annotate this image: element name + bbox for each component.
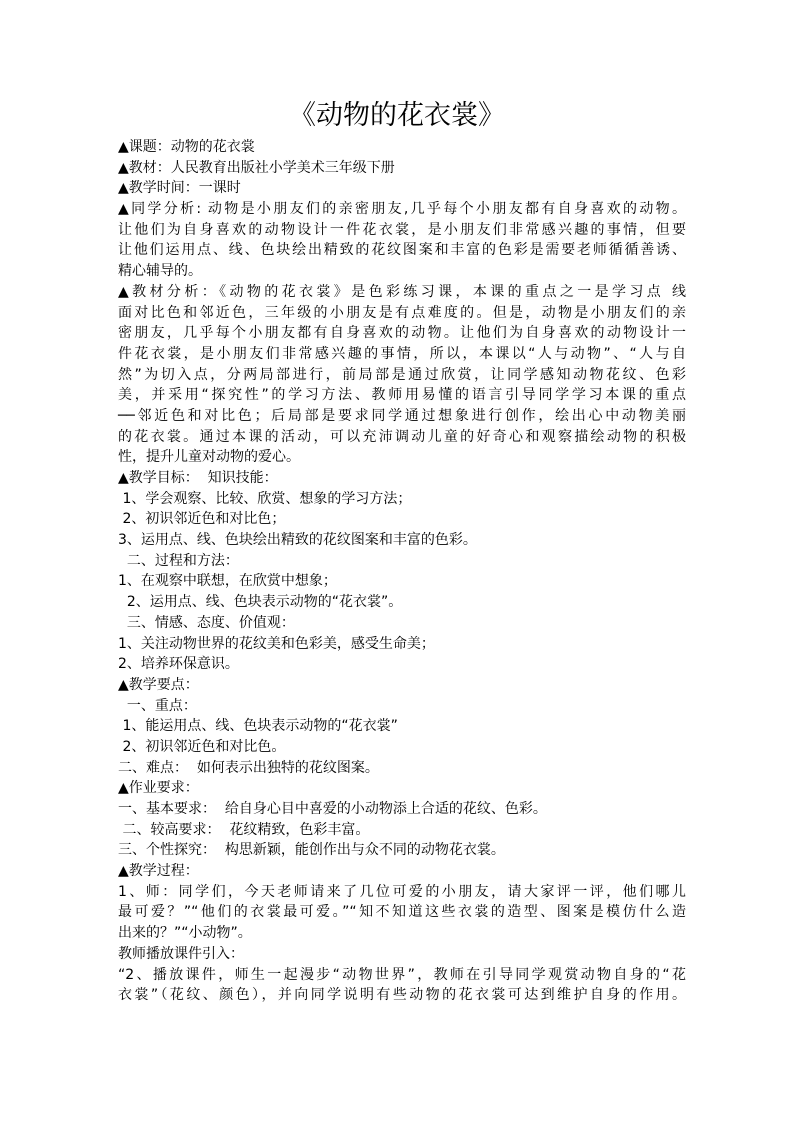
document-body: [118, 137, 686, 1006]
text-line: 2、初识邻近色和对比色。: [118, 738, 286, 755]
text-line: 精心辅导的。: [118, 263, 202, 280]
text-line: ▲作业要求：: [118, 780, 199, 797]
text-line: ▲教材：人民教育出版社小学美术三年级下册: [118, 159, 395, 176]
text-line: 1、能运用点、线、色块表示动物的“花衣裳”: [118, 718, 398, 735]
text-line: 教师播放课件引入：: [118, 945, 244, 962]
document-title: 《动物的花衣裳》: [289, 100, 505, 131]
text-line: ▲课题：动物的花衣裳: [118, 139, 255, 155]
text-line: 让他们运用点、线、色块绘出精致的花纹图案和丰富的色彩是需要老师循循善诱、: [118, 242, 686, 259]
text-line: 2、培养环保意识。: [118, 656, 239, 673]
text-line: 1、在观察中联想，在欣赏中想象；: [118, 573, 337, 590]
text-line: 3、运用点、线、色块绘出精致的花纹图案和丰富的色彩。: [118, 532, 477, 549]
text-line: 二、较高要求： 花纹精致，色彩丰富。: [118, 821, 370, 838]
text-line: 让他们为自身喜欢的动物设计一件花衣裳，是小朋友们非常感兴趣的事情，但要: [118, 221, 686, 238]
text-line: 件花衣裳，是小朋友们非常感兴趣的事情，所以，本课以“人与动物”、“人与自: [118, 345, 686, 362]
text-line: 三、个性探究： 构思新颖，能创作出与众不同的动物花衣裳。: [118, 842, 505, 859]
text-line: 1、师：同学们，今天老师请来了几位可爱的小朋友，请大家评一评，他们哪儿: [118, 883, 686, 900]
text-line: 性，提升儿童对动物的爱心。: [118, 449, 300, 466]
text-line: 面对比色和邻近色，三年级的小朋友是有点难度的。但是，动物是小朋友们的亲: [118, 304, 686, 321]
text-line: ▲教学目标： 知识技能：: [118, 470, 278, 486]
text-line: 最可爱？”“他们的衣裳最可爱。”“知不知道这些衣裳的造型、图案是模仿什么造: [118, 904, 686, 921]
text-line: ▲同学分析: 动物是小朋友们的亲密朋友,几乎每个小朋友都有自身喜欢的动物。: [118, 201, 686, 218]
text-line: 二、过程和方法：: [118, 552, 239, 569]
text-line: ──邻近色和对比色；后局部是要求同学通过想象进行创作，绘出心中动物美丽: [118, 407, 686, 424]
text-line: ▲教学要点：: [118, 676, 199, 693]
text-line: ▲教材分析：《动物的花衣裳》是色彩练习课，本课的重点之一是学习点 线: [118, 283, 686, 300]
text-line: 1、关注动物世界的花纹美和色彩美，感受生命美；: [118, 635, 435, 652]
text-line: 二、难点： 如何表示出独特的花纹图案。: [118, 759, 379, 776]
text-line: 然”为切入点，分两局部进行，前局部是通过欣赏，让同学感知动物花纹、色彩: [118, 366, 686, 383]
text-line: ▲教学时间：一课时: [118, 180, 241, 197]
text-line: 2、运用点、线、色块表示动物的“花衣裳”。: [118, 594, 403, 611]
text-line: 2、初识邻近色和对比色；: [118, 511, 286, 528]
text-line: 一、重点：: [118, 697, 197, 714]
text-line: 衣裳”（花纹、颜色），并向同学说明有些动物的花衣裳可达到维护自身的作用。: [118, 987, 686, 1004]
text-line: “2、播放课件，师生一起漫步“动物世界”，教师在引导同学观赏动物自身的“花: [118, 966, 686, 983]
text-line: 一、基本要求： 给自身心目中喜爱的小动物添上合适的花纹、色彩。: [118, 801, 547, 817]
text-line: ▲教学过程：: [118, 863, 199, 880]
text-line: 密朋友，几乎每个小朋友都有自身喜欢的动物。让他们为自身喜欢的动物设计一: [118, 325, 686, 342]
text-line: 美，并采用“探究性”的学习方法、教师用易懂的语言引导同学学习本课的重点: [118, 387, 686, 404]
text-line: 1、学会观察、比较、欣赏、想象的学习方法；: [118, 490, 412, 507]
text-line: 出来的？”“小动物”。: [118, 925, 252, 942]
text-line: 的花衣裳。通过本课的活动，可以充沛调动儿童的好奇心和观察描绘动物的积极: [118, 428, 686, 445]
text-line: 三、情感、态度、价值观：: [118, 614, 295, 631]
